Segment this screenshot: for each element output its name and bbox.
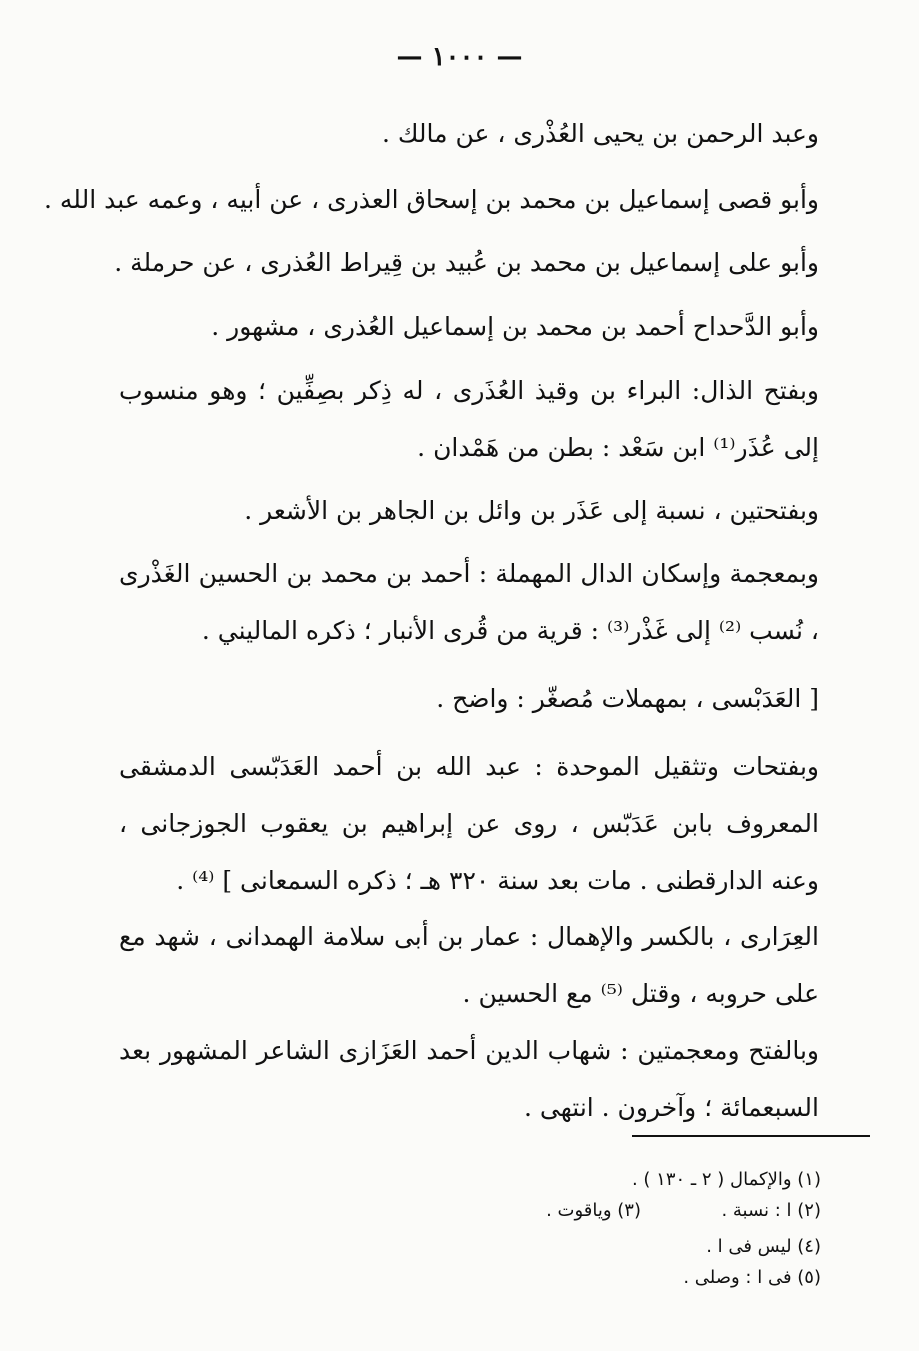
text-line: وأبو الدَّحداح أحمد بن محمد بن إسماعيل العُذرى ، مشهور . [211, 312, 819, 341]
footnote-4: (٤) ليس فى ا . [706, 1236, 821, 1257]
bracketed-entry: [ العَدَبْسى ، بمهملات مُصغّر : واضح . [436, 684, 819, 713]
footnote-2: (٢) ا : نسبة . [721, 1200, 821, 1221]
paragraph: وبمعجمة وإسكان الدال المهملة : أحمد بن محمد بن الحسين الغَذْرى ، نُسب ⁽²⁾ إلى غَذْر⁽³⁾ : قرية من قُرى الأنبار ؛ ذكره الماليني . [119, 559, 819, 645]
footnote-divider [632, 1135, 870, 1137]
paragraph: العِرَارى ، بالكسر والإهمال : عمار بن أبى سلامة الهمدانى ، شهد مع على حروبه ، وقتل ⁽⁵⁾ مع الحسين . [119, 922, 819, 1008]
page-number: — ١٠٠٠ — [396, 42, 523, 72]
footnote-row [501, 1200, 821, 1230]
footnote-3: (٣) وياقوت . [546, 1200, 641, 1221]
text-line: وأبو قصى إسماعيل بن محمد بن إسحاق العذرى ، عن أبيه ، وعمه عبد الله . [44, 185, 819, 214]
paragraph: وبفتحتين ، نسبة إلى عَذَر بن وائل بن الجاهر بن الأشعر . [244, 496, 819, 525]
paragraph: وبفتح الذال: البراء بن وقيذ العُذَرى ، له ذِكر بصِفِّين ؛ وهو منسوب إلى عُذَر⁽¹⁾ ابن سَعْد : بطن من هَمْدان . [119, 376, 819, 462]
footnote-1: (١) والإكمال ( ٢ ـ ١٣٠ ) . [631, 1169, 821, 1190]
footnote-5: (٥) فى ا : وصلى . [683, 1267, 821, 1288]
text-line: وعبد الرحمن بن يحيى العُذْرى ، عن مالك . [381, 119, 819, 148]
text-line: وأبو على إسماعيل بن محمد بن عُبيد بن قِيراط العُذرى ، عن حرملة . [114, 248, 819, 277]
paragraph: وبالفتح ومعجمتين : شهاب الدين أحمد العَزَازى الشاعر المشهور بعد السبعمائة ؛ وآخرون . انتهى . [119, 1036, 819, 1122]
paragraph: وبفتحات وتثقيل الموحدة : عبد الله بن أحمد العَدَبّسى الدمشقى المعروف بابن عَدَبّس ، روى عن إبراهيم بن يعقوب الجوزجانى ، وعنه الدارقطنى . مات بعد سنة ٣٢٠ هـ ؛ ذكره السمعانى ] ⁽⁴⁾ . [119, 752, 819, 895]
